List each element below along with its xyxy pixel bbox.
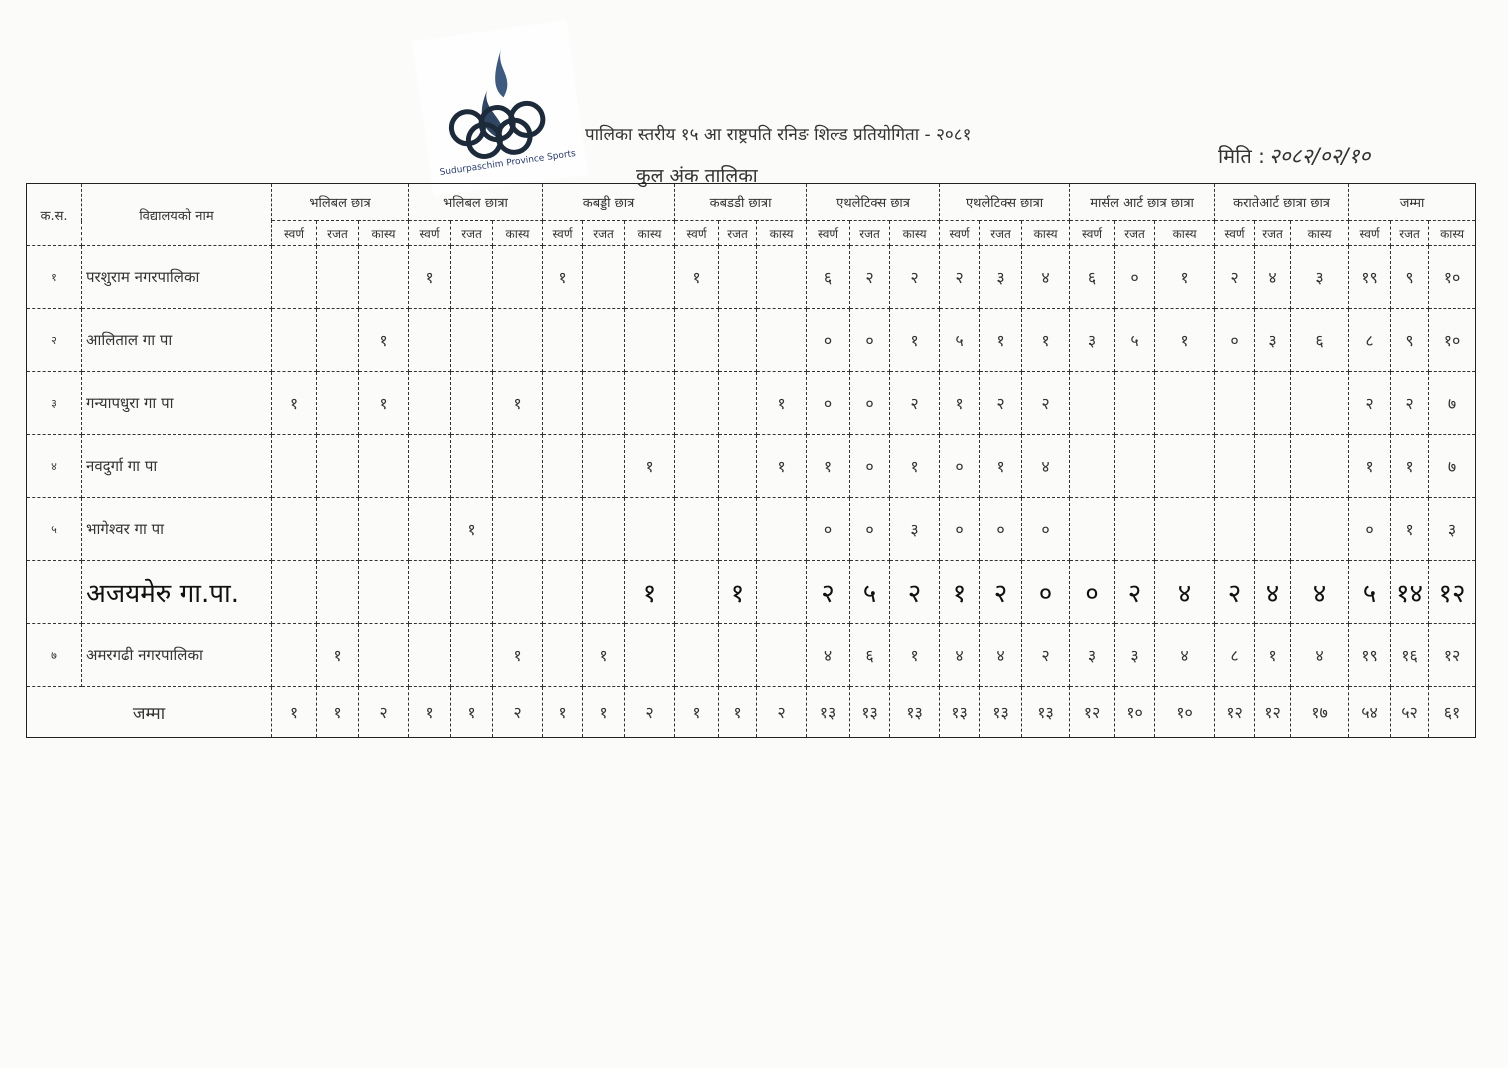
medal-count-cell (757, 309, 807, 372)
medal-count-cell (1115, 498, 1155, 561)
medal-count-cell: ४ (807, 624, 850, 687)
medal-count-cell (409, 435, 451, 498)
total-cell: १२ (1255, 687, 1291, 738)
table-row (27, 246, 1476, 309)
medal-count-cell (675, 372, 719, 435)
medal-count-cell (317, 309, 359, 372)
medal-count-cell: ५ (940, 309, 980, 372)
score-table (26, 183, 1476, 738)
medal-count-cell (583, 309, 625, 372)
medal-count-cell: २ (890, 246, 940, 309)
medal-count-cell: ० (807, 372, 850, 435)
medal-count-cell (409, 498, 451, 561)
medal-count-cell (583, 372, 625, 435)
medal-count-cell: ४ (1022, 435, 1070, 498)
medal-header: स्वर्ण (1215, 221, 1255, 246)
medal-count-cell: ३ (1070, 624, 1115, 687)
medal-count-cell: ३ (1255, 309, 1291, 372)
medal-count-cell (675, 561, 719, 624)
medal-count-cell: १ (493, 624, 543, 687)
medal-header: रजत (850, 221, 890, 246)
total-cell: १७ (1291, 687, 1349, 738)
medal-count-cell (1255, 372, 1291, 435)
total-cell: १३ (890, 687, 940, 738)
medal-count-cell: २ (1022, 372, 1070, 435)
table-row (27, 372, 1476, 435)
medal-count-cell (409, 372, 451, 435)
medal-count-cell (1215, 435, 1255, 498)
medal-header: रजत (451, 221, 493, 246)
medal-count-cell (409, 624, 451, 687)
medal-count-cell: ६ (1291, 309, 1349, 372)
medal-header: कास्य (1429, 221, 1476, 246)
medal-count-cell (719, 309, 757, 372)
medal-count-cell: १ (807, 435, 850, 498)
medal-count-cell: १ (1155, 246, 1215, 309)
medal-count-cell: १ (890, 309, 940, 372)
medal-count-cell (451, 372, 493, 435)
total-cell: १३ (1022, 687, 1070, 738)
medal-count-cell: ४ (1291, 624, 1349, 687)
sn-header: क.स. (27, 184, 82, 246)
medal-header: रजत (1255, 221, 1291, 246)
medal-count-cell: ३ (980, 246, 1022, 309)
school-header: विद्यालयको नाम (82, 184, 272, 246)
medal-count-cell: ० (807, 498, 850, 561)
medal-count-cell: १ (409, 246, 451, 309)
medal-count-cell: २ (940, 246, 980, 309)
medal-count-cell (583, 435, 625, 498)
medal-count-cell (409, 561, 451, 624)
totals-label: जम्मा (27, 687, 272, 738)
medal-count-cell: १ (1255, 624, 1291, 687)
medal-count-cell: २ (1022, 624, 1070, 687)
medal-header: स्वर्ण (272, 221, 317, 246)
medal-count-cell (1115, 435, 1155, 498)
medal-count-cell: १ (272, 372, 317, 435)
medal-count-cell: २ (980, 561, 1022, 624)
total-cell: २ (359, 687, 409, 738)
medal-count-cell (719, 372, 757, 435)
medal-count-cell: १ (1349, 435, 1391, 498)
medal-count-cell: १ (757, 372, 807, 435)
medal-count-cell (719, 246, 757, 309)
medal-count-cell: १० (1429, 309, 1476, 372)
medal-count-cell (359, 624, 409, 687)
total-cell: १ (409, 687, 451, 738)
medal-count-cell (625, 624, 675, 687)
school-name: अजयमेरु गा.पा. (82, 561, 272, 624)
medal-count-cell (1215, 498, 1255, 561)
medal-count-cell: १ (980, 309, 1022, 372)
medal-count-cell: ४ (1155, 624, 1215, 687)
medal-count-cell: ० (1070, 561, 1115, 624)
medal-count-cell (583, 498, 625, 561)
total-cell: १ (317, 687, 359, 738)
medal-count-cell: १ (625, 561, 675, 624)
medal-count-cell (1291, 498, 1349, 561)
total-cell: ६१ (1429, 687, 1476, 738)
medal-count-cell: १ (890, 624, 940, 687)
medal-count-cell: १ (543, 246, 583, 309)
total-cell: १० (1115, 687, 1155, 738)
medal-header: स्वर्ण (543, 221, 583, 246)
medal-count-cell (719, 498, 757, 561)
medal-count-cell (583, 246, 625, 309)
medal-count-cell (272, 309, 317, 372)
medal-count-cell (359, 435, 409, 498)
medal-count-cell (1291, 435, 1349, 498)
group-header: कबडडी छात्रा (675, 184, 807, 221)
medal-header: रजत (583, 221, 625, 246)
medal-count-cell: १९ (1349, 246, 1391, 309)
row-serial: २ (27, 309, 82, 372)
medal-count-cell (757, 498, 807, 561)
medal-count-cell: ० (850, 498, 890, 561)
medal-count-cell: ० (940, 435, 980, 498)
total-cell: १३ (850, 687, 890, 738)
total-cell: ५२ (1391, 687, 1429, 738)
medal-count-cell: ७ (1429, 435, 1476, 498)
medal-count-cell: १० (1429, 246, 1476, 309)
total-cell: १३ (980, 687, 1022, 738)
medal-count-cell: ४ (1155, 561, 1215, 624)
medal-count-cell: १ (980, 435, 1022, 498)
totals-row (27, 687, 1476, 738)
group-header: जम्मा (1349, 184, 1476, 221)
medal-count-cell: ० (1215, 309, 1255, 372)
group-header: भलिबल छात्र (272, 184, 409, 221)
medal-header: कास्य (757, 221, 807, 246)
medal-header: रजत (719, 221, 757, 246)
total-cell: १२ (1070, 687, 1115, 738)
medal-count-cell (493, 435, 543, 498)
medal-count-cell (1115, 372, 1155, 435)
medal-count-cell: ३ (1291, 246, 1349, 309)
medal-header: रजत (1391, 221, 1429, 246)
medal-count-cell (719, 435, 757, 498)
medal-count-cell (757, 246, 807, 309)
medal-count-cell (317, 435, 359, 498)
medal-count-cell: १ (359, 309, 409, 372)
total-cell: १२ (1215, 687, 1255, 738)
medal-count-cell (675, 309, 719, 372)
medal-count-cell: २ (1115, 561, 1155, 624)
page-title: पालिका स्तरीय १५ आ राष्ट्रपति रनिङ शिल्ड प्रतियोगिता - २०८१ (585, 125, 972, 145)
medal-count-cell: ० (807, 309, 850, 372)
school-name: आलिताल गा पा (82, 309, 272, 372)
medal-header: रजत (1115, 221, 1155, 246)
medal-count-cell: ० (1115, 246, 1155, 309)
medal-header: कास्य (493, 221, 543, 246)
medal-header: स्वर्ण (1070, 221, 1115, 246)
medal-count-cell (625, 246, 675, 309)
date-field (1218, 142, 1370, 170)
medal-count-cell (451, 561, 493, 624)
medal-count-cell: १ (1391, 498, 1429, 561)
medal-header: कास्य (1155, 221, 1215, 246)
medal-count-cell: २ (1391, 372, 1429, 435)
medal-count-cell: ६ (1070, 246, 1115, 309)
table-row (27, 561, 1476, 624)
school-name: परशुराम नगरपालिका (82, 246, 272, 309)
medal-count-cell: २ (807, 561, 850, 624)
medal-header: रजत (980, 221, 1022, 246)
medal-count-cell (1070, 372, 1115, 435)
total-cell: १३ (807, 687, 850, 738)
date-label: मिति : (1218, 144, 1265, 168)
medal-count-cell: ५ (1349, 561, 1391, 624)
medal-count-cell: ९ (1391, 246, 1429, 309)
medal-count-cell (625, 372, 675, 435)
medal-count-cell: १ (359, 372, 409, 435)
medal-count-cell: १ (890, 435, 940, 498)
total-cell: १० (1155, 687, 1215, 738)
medal-count-cell: ० (940, 498, 980, 561)
medal-count-cell (272, 435, 317, 498)
medal-count-cell: ७ (1429, 372, 1476, 435)
medal-count-cell (543, 624, 583, 687)
medal-count-cell (409, 309, 451, 372)
medal-count-cell: ६ (807, 246, 850, 309)
medal-count-cell: ५ (1115, 309, 1155, 372)
row-serial: ४ (27, 435, 82, 498)
medal-count-cell: २ (890, 372, 940, 435)
total-cell: १ (675, 687, 719, 738)
medal-count-cell: ४ (980, 624, 1022, 687)
medal-count-cell (1155, 498, 1215, 561)
medal-count-cell: १ (317, 624, 359, 687)
medal-count-cell: १ (1022, 309, 1070, 372)
medal-count-cell: १९ (1349, 624, 1391, 687)
medal-count-cell: ५ (850, 561, 890, 624)
row-serial: ५ (27, 498, 82, 561)
total-cell: १३ (940, 687, 980, 738)
medal-count-cell (451, 624, 493, 687)
table-row (27, 624, 1476, 687)
medal-count-cell: ८ (1349, 309, 1391, 372)
row-serial (27, 561, 82, 624)
medal-count-cell: ० (850, 435, 890, 498)
medal-count-cell (675, 435, 719, 498)
medal-count-cell: ० (1349, 498, 1391, 561)
medal-count-cell: ४ (1255, 561, 1291, 624)
medal-count-cell: ६ (850, 624, 890, 687)
group-header: भलिबल छात्रा (409, 184, 543, 221)
medal-count-cell (493, 498, 543, 561)
medal-count-cell: १ (1155, 309, 1215, 372)
total-cell: १ (272, 687, 317, 738)
row-serial: ७ (27, 624, 82, 687)
medal-count-cell (451, 309, 493, 372)
group-header: एथलेटिक्स छात्रा (940, 184, 1070, 221)
medal-count-cell (317, 561, 359, 624)
medal-count-cell (359, 561, 409, 624)
medal-header: कास्य (890, 221, 940, 246)
medal-count-cell (625, 498, 675, 561)
table-row (27, 309, 1476, 372)
medal-count-cell: ० (1022, 498, 1070, 561)
total-cell: १ (719, 687, 757, 738)
medal-header: कास्य (625, 221, 675, 246)
medal-count-cell: ० (1022, 561, 1070, 624)
medal-count-cell (543, 309, 583, 372)
medal-count-cell: ४ (1291, 561, 1349, 624)
medal-count-cell: १ (719, 561, 757, 624)
svg-text:Sudurpaschim Province Sports: Sudurpaschim Province Sports (439, 148, 577, 178)
total-cell: २ (625, 687, 675, 738)
medal-header: कास्य (359, 221, 409, 246)
medal-count-cell (493, 309, 543, 372)
group-header: एथलेटिक्स छात्र (807, 184, 940, 221)
medal-header: स्वर्ण (940, 221, 980, 246)
medal-count-cell (625, 309, 675, 372)
medal-count-cell (1255, 498, 1291, 561)
medal-count-cell: ३ (1429, 498, 1476, 561)
medal-count-cell (583, 561, 625, 624)
medal-count-cell (272, 561, 317, 624)
medal-count-cell (359, 498, 409, 561)
medal-count-cell (493, 246, 543, 309)
table-row (27, 498, 1476, 561)
medal-count-cell (317, 246, 359, 309)
medal-count-cell (543, 498, 583, 561)
medal-count-cell (272, 498, 317, 561)
medal-count-cell (1291, 372, 1349, 435)
medal-count-cell: २ (1349, 372, 1391, 435)
medal-count-cell: १ (940, 372, 980, 435)
medal-count-cell (675, 498, 719, 561)
medal-count-cell: १ (493, 372, 543, 435)
medal-count-cell: २ (890, 561, 940, 624)
group-header: करातेआर्ट छात्रा छात्र (1215, 184, 1349, 221)
medal-count-cell (757, 624, 807, 687)
medal-count-cell: १ (1391, 435, 1429, 498)
page-subtitle: कुल अंक तालिका (636, 165, 758, 187)
total-cell: १ (543, 687, 583, 738)
table-row (27, 435, 1476, 498)
total-cell: २ (757, 687, 807, 738)
sports-council-logo (410, 18, 591, 199)
medal-count-cell: ३ (1070, 309, 1115, 372)
medal-count-cell (451, 435, 493, 498)
medal-count-cell: १ (675, 246, 719, 309)
medal-count-cell: ० (980, 498, 1022, 561)
medal-count-cell: ३ (1115, 624, 1155, 687)
school-name: गन्यापधुरा गा पा (82, 372, 272, 435)
medal-header: स्वर्ण (409, 221, 451, 246)
date-value: २०८२/०२/१० (1268, 144, 1371, 168)
total-cell: ५४ (1349, 687, 1391, 738)
medal-count-cell: १ (583, 624, 625, 687)
medal-count-cell: १६ (1391, 624, 1429, 687)
total-cell: १ (583, 687, 625, 738)
medal-count-cell (317, 372, 359, 435)
medal-header: स्वर्ण (675, 221, 719, 246)
medal-count-cell (675, 624, 719, 687)
medal-count-cell: २ (980, 372, 1022, 435)
school-name: भागेश्वर गा पा (82, 498, 272, 561)
medal-count-cell (451, 246, 493, 309)
medal-count-cell: १ (451, 498, 493, 561)
medal-count-cell (719, 624, 757, 687)
medal-header: स्वर्ण (1349, 221, 1391, 246)
medal-count-cell: १ (625, 435, 675, 498)
medal-count-cell: १ (940, 561, 980, 624)
medal-count-cell (1070, 435, 1115, 498)
medal-count-cell: ३ (890, 498, 940, 561)
medal-count-cell: १४ (1391, 561, 1429, 624)
medal-count-cell: ८ (1215, 624, 1255, 687)
row-serial: १ (27, 246, 82, 309)
medal-count-cell (757, 561, 807, 624)
medal-count-cell (272, 246, 317, 309)
group-header-row (27, 184, 1476, 221)
row-serial: ३ (27, 372, 82, 435)
medal-count-cell: ४ (1022, 246, 1070, 309)
school-name: नवदुर्गा गा पा (82, 435, 272, 498)
medal-count-cell: ४ (1255, 246, 1291, 309)
medal-count-cell (1215, 372, 1255, 435)
medal-count-cell (493, 561, 543, 624)
medal-count-cell (1155, 435, 1215, 498)
school-name: अमरगढी नगरपालिका (82, 624, 272, 687)
medal-count-cell: १२ (1429, 561, 1476, 624)
medal-count-cell (543, 561, 583, 624)
medal-count-cell (272, 624, 317, 687)
medal-count-cell: २ (1215, 561, 1255, 624)
medal-count-cell (1255, 435, 1291, 498)
group-header: कबड्डी छात्र (543, 184, 675, 221)
medal-count-cell (359, 246, 409, 309)
medal-header: कास्य (1022, 221, 1070, 246)
medal-count-cell (1155, 372, 1215, 435)
medal-header: रजत (317, 221, 359, 246)
total-cell: १ (451, 687, 493, 738)
medal-count-cell (1070, 498, 1115, 561)
medal-count-cell (317, 498, 359, 561)
medal-header: कास्य (1291, 221, 1349, 246)
medal-count-cell: ० (850, 309, 890, 372)
medal-count-cell: १ (757, 435, 807, 498)
medal-count-cell: ० (850, 372, 890, 435)
group-header: मार्सल आर्ट छात्र छात्रा (1070, 184, 1215, 221)
medal-count-cell: ९ (1391, 309, 1429, 372)
total-cell: २ (493, 687, 543, 738)
medal-header: स्वर्ण (807, 221, 850, 246)
medal-count-cell: ४ (940, 624, 980, 687)
medal-count-cell: २ (1215, 246, 1255, 309)
medal-count-cell: २ (850, 246, 890, 309)
medal-count-cell (543, 435, 583, 498)
medal-count-cell: १२ (1429, 624, 1476, 687)
medal-count-cell (543, 372, 583, 435)
